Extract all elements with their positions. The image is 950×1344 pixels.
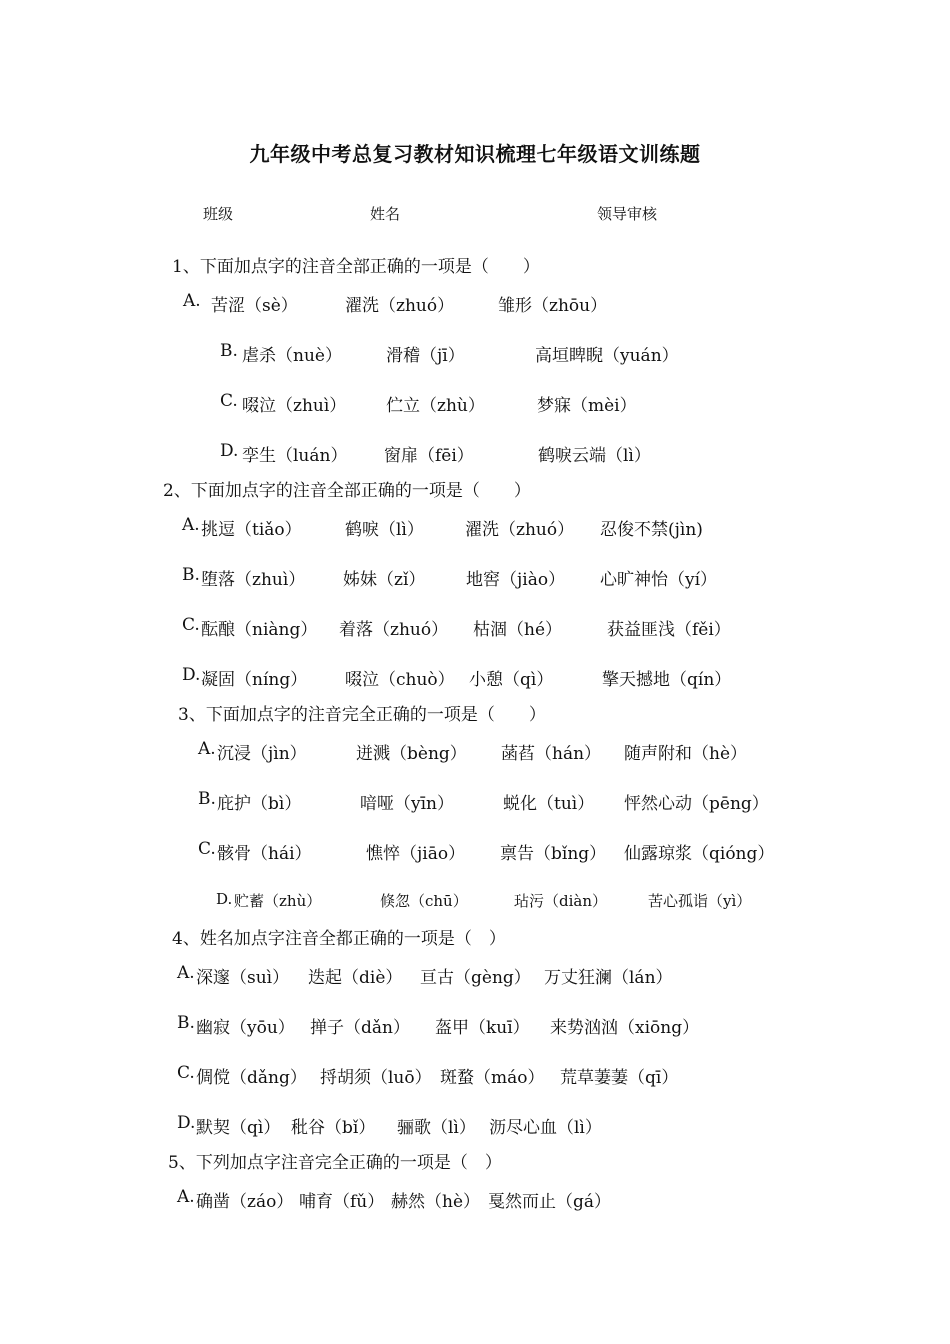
option-item: 菡萏（hán）	[501, 744, 602, 764]
option-item: 确凿（záo）	[196, 1192, 294, 1212]
option-item: 赫然（hè）	[391, 1192, 481, 1212]
class-label: 班级	[203, 205, 234, 223]
option-item: 地窖（jiào）	[466, 570, 566, 590]
option-item: 获益匪浅（fěi）	[607, 620, 731, 640]
question-4-option-b	[177, 1013, 700, 1038]
option-item: 秕谷（bǐ）	[291, 1118, 376, 1138]
option-item: 鹤唳云端（lì）	[538, 446, 651, 466]
question-1-option-d	[220, 441, 651, 466]
option-item: 盔甲（kuī）	[435, 1018, 530, 1038]
question-4-option-c	[177, 1063, 679, 1088]
option-item: 高垣睥睨（yuán）	[535, 346, 679, 366]
option-item: 虐杀（nuè）	[242, 346, 342, 366]
question-1-option-b	[220, 341, 679, 366]
question-3-option-c	[198, 839, 775, 864]
option-item: 捋胡须（luō）	[320, 1068, 432, 1088]
option-item: 贮蓄（zhù）	[234, 892, 322, 910]
option-item: 滑稽（jī）	[386, 346, 465, 366]
option-item: 随声附和（hè）	[624, 744, 748, 764]
review-label: 领导审核	[597, 205, 658, 223]
option-item: 梦寐（mèi）	[537, 396, 637, 416]
option-item: 小憩（qì）	[469, 670, 554, 690]
question-2-option-a	[182, 515, 703, 540]
question-2-option-c	[182, 615, 731, 640]
option-item: 挑逗（tiǎo）	[201, 520, 302, 540]
option-item: 倏忽（chū）	[380, 892, 468, 910]
option-item: 伫立（zhù）	[386, 396, 485, 416]
question-4-option-a	[177, 963, 673, 988]
option-item: 忍俊不禁(jìn)	[600, 520, 703, 540]
option-item: 怦然心动（pēng）	[624, 794, 769, 814]
option-label: A.	[198, 739, 216, 759]
option-label: A.	[183, 291, 201, 311]
option-item: 凝固（níng）	[201, 670, 308, 690]
option-item: 苦心孤诣（yì）	[648, 892, 752, 910]
option-item: 深邃（suì）	[196, 968, 290, 988]
option-label: D.	[182, 665, 201, 685]
option-item: 啜泣（chuò）	[345, 670, 455, 690]
option-item: 戛然而止（gá）	[488, 1192, 612, 1212]
option-label: D.	[220, 441, 239, 461]
option-item: 倜傥（dǎng）	[196, 1068, 307, 1088]
option-label: C.	[220, 391, 238, 411]
question-4-stem: 4、姓名加点字注音全都正确的一项是（ ）	[172, 929, 506, 949]
option-item: 幽寂（yōu）	[196, 1018, 295, 1038]
option-item: 掸子（dǎn）	[310, 1018, 410, 1038]
option-label: B.	[220, 341, 238, 361]
option-item: 着落（zhuó）	[339, 620, 449, 640]
option-item: 濯洗（zhuó）	[345, 296, 455, 316]
option-item: 亘古（gèng）	[420, 968, 531, 988]
question-3-option-d	[216, 890, 752, 910]
option-item: 仙露琼浆（qióng）	[624, 844, 775, 864]
option-item: 苦涩（sè）	[211, 296, 298, 316]
option-label: A.	[182, 515, 200, 535]
option-item: 鹤唳（lì）	[345, 520, 424, 540]
option-item: 骸骨（hái）	[217, 844, 312, 864]
option-item: 沉浸（jìn）	[217, 744, 307, 764]
option-label: C.	[198, 839, 216, 859]
option-item: 酝酿（niàng）	[201, 620, 318, 640]
question-3-option-a	[198, 739, 748, 764]
option-item: 心旷神怡（yí）	[600, 570, 718, 590]
option-item: 庇护（bì）	[217, 794, 302, 814]
question-2-stem: 2、下面加点字的注音全部正确的一项是（ ）	[163, 481, 531, 501]
option-label: D.	[177, 1113, 196, 1133]
option-item: 哺育（fǔ）	[299, 1192, 385, 1212]
option-label: C.	[182, 615, 200, 635]
option-item: 禀告（bǐng）	[500, 844, 607, 864]
document-title: 九年级中考总复习教材知识梳理七年级语文训练题	[249, 142, 701, 166]
question-2-option-d	[182, 665, 732, 690]
question-5-option-a	[177, 1187, 612, 1212]
question-1-option-c	[220, 391, 637, 416]
option-label: A.	[177, 963, 195, 983]
question-2-option-b	[182, 565, 718, 590]
option-item: 来势汹汹（xiōng）	[550, 1018, 700, 1038]
question-5-stem: 5、下列加点字注音完全正确的一项是（ ）	[168, 1153, 502, 1173]
option-item: 擎天撼地（qín）	[602, 670, 732, 690]
option-item: 窗扉（fēi）	[384, 446, 474, 466]
question-1-stem: 1、下面加点字的注音全部正确的一项是（ ）	[172, 257, 540, 277]
question-4-option-d	[177, 1113, 602, 1138]
option-item: 迭起（diè）	[308, 968, 403, 988]
option-item: 万丈狂澜（lán）	[544, 968, 673, 988]
option-item: 枯涸（hé）	[473, 620, 563, 640]
option-item: 玷污（diàn）	[514, 892, 608, 910]
option-item: 蜕化（tuì）	[503, 794, 595, 814]
option-label: C.	[177, 1063, 195, 1083]
option-item: 濯洗（zhuó）	[465, 520, 575, 540]
option-item: 荒草萋萋（qī）	[560, 1068, 679, 1088]
option-item: 沥尽心血（lì）	[489, 1118, 602, 1138]
option-item: 堕落（zhuì）	[201, 570, 306, 590]
option-label: A.	[177, 1187, 195, 1207]
option-label: B.	[177, 1013, 195, 1033]
option-item: 憔悴（jiāo）	[366, 844, 466, 864]
option-item: 骊歌（lì）	[397, 1118, 476, 1138]
option-item: 喑哑（yīn）	[360, 794, 454, 814]
option-item: 姊妹（zǐ）	[343, 570, 426, 590]
option-item: 斑蝥（máo）	[440, 1068, 545, 1088]
question-3-stem: 3、下面加点字的注音完全正确的一项是（ ）	[178, 705, 546, 725]
name-label: 姓名	[370, 205, 401, 223]
option-label: B.	[198, 789, 216, 809]
option-item: 啜泣（zhuì）	[242, 396, 347, 416]
option-item: 孪生（luán）	[242, 446, 348, 466]
question-1-option-a	[183, 291, 608, 316]
option-label: B.	[182, 565, 200, 585]
option-item: 迸溅（bèng）	[356, 744, 467, 764]
option-item: 雏形（zhōu）	[498, 296, 608, 316]
option-item: 默契（qì）	[196, 1118, 281, 1138]
question-3-option-b	[198, 789, 769, 814]
option-label: D.	[216, 890, 233, 908]
